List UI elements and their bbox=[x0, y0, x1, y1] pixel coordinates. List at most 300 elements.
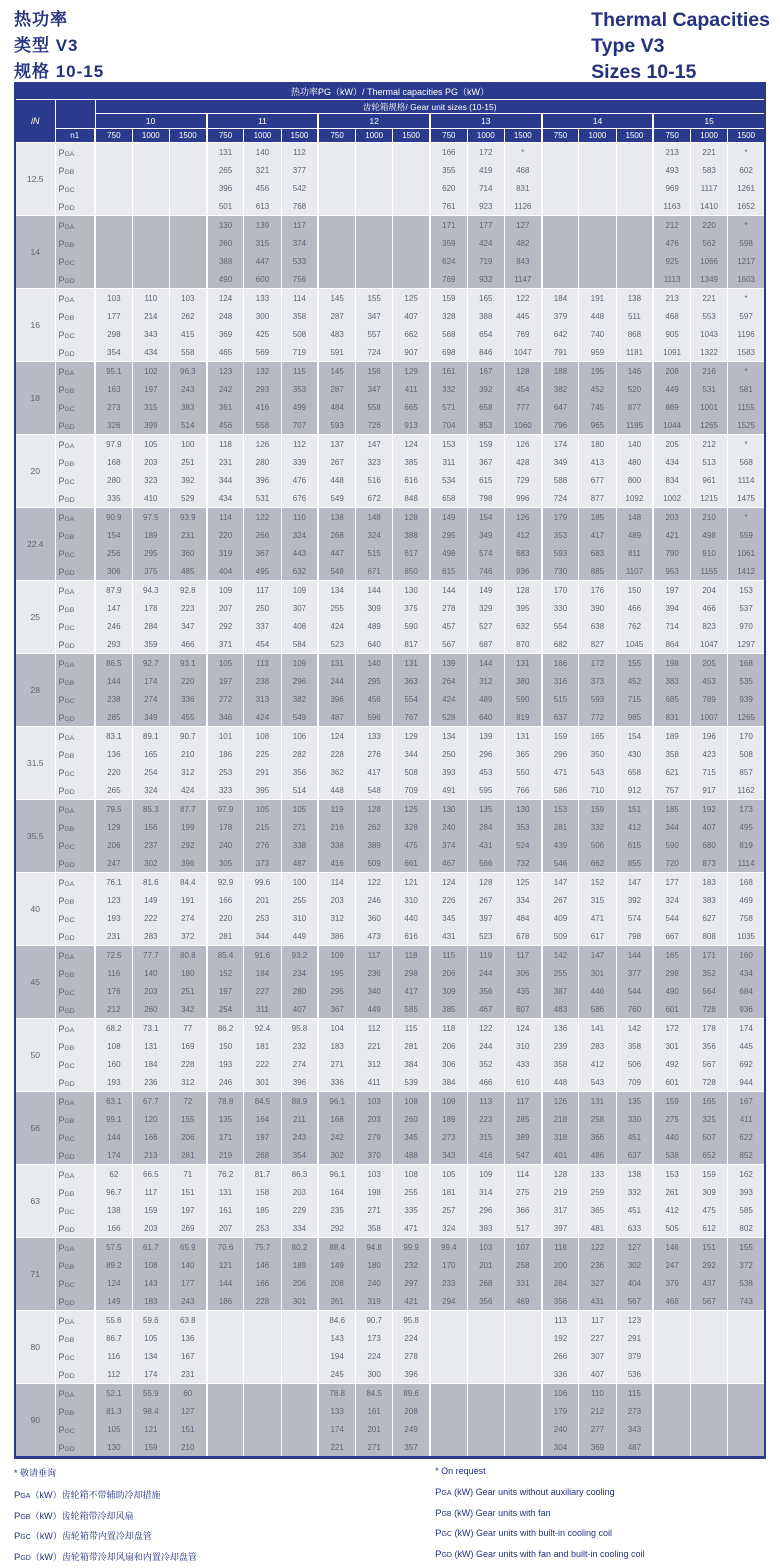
value-cell: 1475 bbox=[728, 489, 765, 508]
value-cell: 416 bbox=[318, 854, 355, 873]
value-cell: 109 bbox=[318, 946, 355, 965]
value-cell: 177 bbox=[467, 216, 504, 235]
value-cell: 233 bbox=[430, 1274, 467, 1292]
value-cell: 282 bbox=[281, 745, 318, 763]
value-cell: 363 bbox=[393, 672, 430, 690]
pg-row-label: PGD bbox=[55, 1219, 95, 1238]
value-cell: 448 bbox=[318, 781, 355, 800]
value-cell: 52.1 bbox=[95, 1384, 132, 1403]
value-cell bbox=[691, 1365, 728, 1384]
value-cell: 173 bbox=[356, 1329, 393, 1347]
value-cell bbox=[616, 252, 653, 270]
value-cell bbox=[430, 1329, 467, 1347]
ratio-value: 80 bbox=[15, 1311, 55, 1384]
value-cell bbox=[132, 234, 169, 252]
value-cell: 996 bbox=[504, 489, 541, 508]
value-cell: 125 bbox=[504, 873, 541, 892]
value-cell: 326 bbox=[95, 416, 132, 435]
value-cell: 310 bbox=[504, 1037, 541, 1055]
value-cell: 170 bbox=[542, 581, 579, 600]
value-cell: 367 bbox=[467, 453, 504, 471]
table-row bbox=[15, 1201, 765, 1219]
value-cell: 569 bbox=[244, 343, 281, 362]
value-cell: 1007 bbox=[691, 708, 728, 727]
value-cell: 155 bbox=[616, 654, 653, 673]
value-cell: 423 bbox=[691, 745, 728, 763]
value-cell: 186 bbox=[207, 1292, 244, 1311]
value-cell: 128 bbox=[504, 362, 541, 381]
value-cell: 63.1 bbox=[95, 1092, 132, 1111]
pg-row-label: PGD bbox=[55, 1365, 95, 1384]
value-cell: 323 bbox=[356, 453, 393, 471]
value-cell: 615 bbox=[616, 836, 653, 854]
value-cell: 134 bbox=[132, 1347, 169, 1365]
pg-row-label: PGD bbox=[55, 635, 95, 654]
value-cell: 130 bbox=[393, 581, 430, 600]
value-cell: 394 bbox=[653, 599, 690, 617]
value-cell bbox=[318, 143, 355, 162]
value-cell: 127 bbox=[616, 1238, 653, 1257]
value-cell bbox=[616, 143, 653, 162]
value-cell: 136 bbox=[542, 1019, 579, 1038]
value-cell: 1107 bbox=[616, 562, 653, 581]
table-main-header: 热功率PG（kW）/ Thermal capacities PG（kW） bbox=[15, 83, 765, 100]
value-cell: 590 bbox=[504, 690, 541, 708]
value-cell: 89.2 bbox=[95, 1256, 132, 1274]
speed-header: 1500 bbox=[169, 129, 206, 143]
value-cell: 153 bbox=[728, 581, 765, 600]
value-cell: 624 bbox=[430, 252, 467, 270]
value-cell: 367 bbox=[318, 1000, 355, 1019]
value-cell: 756 bbox=[281, 270, 318, 289]
value-cell: 86.2 bbox=[207, 1019, 244, 1038]
speed-header: 1500 bbox=[393, 129, 430, 143]
pg-label: PGB bbox=[14, 1507, 30, 1528]
value-cell: 585 bbox=[728, 1201, 765, 1219]
value-cell: 103 bbox=[169, 289, 206, 308]
pg-row-label: PGA bbox=[55, 1165, 95, 1184]
value-cell: 84.5 bbox=[356, 1384, 393, 1403]
value-cell: 100 bbox=[169, 435, 206, 454]
footnotes-chinese bbox=[14, 1466, 435, 1568]
pg-row-label: PGC bbox=[55, 544, 95, 562]
value-cell: 407 bbox=[281, 1000, 318, 1019]
value-cell: 330 bbox=[542, 599, 579, 617]
value-cell: 243 bbox=[169, 380, 206, 398]
value-cell: 455 bbox=[169, 708, 206, 727]
value-cell: 66.5 bbox=[132, 1165, 169, 1184]
value-cell: 831 bbox=[653, 708, 690, 727]
title-zh-line2: 类型 V3 bbox=[14, 33, 104, 59]
legend-text: (kW) Gear units without auxiliary cooling bbox=[454, 1487, 615, 1497]
table-row bbox=[15, 489, 765, 508]
value-cell: 332 bbox=[579, 818, 616, 836]
title-zh-line3: 规格 10-15 bbox=[14, 59, 104, 85]
value-cell: 177 bbox=[169, 1274, 206, 1292]
value-cell: 261 bbox=[653, 1183, 690, 1201]
value-cell: 191 bbox=[579, 289, 616, 308]
value-cell: 726 bbox=[356, 416, 393, 435]
value-cell: 235 bbox=[318, 1201, 355, 1219]
value-cell: 676 bbox=[281, 489, 318, 508]
value-cell: 105 bbox=[244, 800, 281, 819]
value-cell: 96.1 bbox=[318, 1165, 355, 1184]
value-cell: 1044 bbox=[653, 416, 690, 435]
value-cell: 81.3 bbox=[95, 1402, 132, 1420]
pg-label: PGA bbox=[435, 1483, 451, 1504]
value-cell: 220 bbox=[691, 216, 728, 235]
value-cell: 129 bbox=[393, 727, 430, 746]
value-cell: 172 bbox=[653, 1019, 690, 1038]
value-cell: 215 bbox=[244, 818, 281, 836]
value-cell: 448 bbox=[579, 307, 616, 325]
table-row bbox=[15, 1219, 765, 1238]
value-cell bbox=[169, 197, 206, 216]
value-cell: 244 bbox=[467, 1037, 504, 1055]
value-cell: 309 bbox=[356, 599, 393, 617]
value-cell: 377 bbox=[616, 964, 653, 982]
value-cell: 280 bbox=[244, 453, 281, 471]
table-row bbox=[15, 1438, 765, 1458]
value-cell bbox=[318, 252, 355, 270]
value-cell: 817 bbox=[393, 635, 430, 654]
value-cell: 135 bbox=[467, 800, 504, 819]
value-cell: 558 bbox=[169, 343, 206, 362]
value-cell: 261 bbox=[318, 1292, 355, 1311]
value-cell: 151 bbox=[169, 1420, 206, 1438]
table-row bbox=[15, 599, 765, 617]
value-cell: 147 bbox=[616, 873, 653, 892]
value-cell: 489 bbox=[356, 617, 393, 635]
value-cell: 468 bbox=[653, 307, 690, 325]
value-cell: 159 bbox=[430, 289, 467, 308]
value-cell: 102 bbox=[132, 362, 169, 381]
on-request-note-zh: * 敬请垂询 bbox=[14, 1466, 435, 1479]
value-cell: 310 bbox=[393, 891, 430, 909]
value-cell: 108 bbox=[393, 1165, 430, 1184]
value-cell: 638 bbox=[579, 617, 616, 635]
value-cell: 259 bbox=[579, 1183, 616, 1201]
size-header: 12 bbox=[318, 114, 430, 129]
value-cell: 213 bbox=[653, 289, 690, 308]
value-cell: 255 bbox=[281, 891, 318, 909]
value-cell: 159 bbox=[542, 727, 579, 746]
value-cell: 509 bbox=[356, 854, 393, 873]
value-cell: 121 bbox=[207, 1256, 244, 1274]
value-cell: 139 bbox=[467, 727, 504, 746]
value-cell: 501 bbox=[207, 197, 244, 216]
value-cell: 595 bbox=[467, 781, 504, 800]
value-cell bbox=[132, 197, 169, 216]
value-cell bbox=[356, 216, 393, 235]
value-cell: 106 bbox=[281, 727, 318, 746]
value-cell: 843 bbox=[504, 252, 541, 270]
value-cell: 568 bbox=[728, 453, 765, 471]
value-cell: 243 bbox=[281, 1128, 318, 1146]
value-cell: 130 bbox=[207, 216, 244, 235]
value-cell: 115 bbox=[281, 362, 318, 381]
value-cell: 193 bbox=[95, 1073, 132, 1092]
value-cell: 138 bbox=[95, 1201, 132, 1219]
value-cell: 131 bbox=[393, 654, 430, 673]
value-cell: 168 bbox=[95, 453, 132, 471]
value-cell: 356 bbox=[467, 1292, 504, 1311]
value-cell: 62 bbox=[95, 1165, 132, 1184]
value-cell: 819 bbox=[728, 836, 765, 854]
value-cell: 255 bbox=[318, 599, 355, 617]
value-cell bbox=[393, 252, 430, 270]
value-cell: 198 bbox=[653, 654, 690, 673]
value-cell: 407 bbox=[393, 307, 430, 325]
value-cell: 72.5 bbox=[95, 946, 132, 965]
value-cell: 498 bbox=[691, 526, 728, 544]
value-cell: 885 bbox=[579, 562, 616, 581]
value-cell: 268 bbox=[244, 1146, 281, 1165]
value-cell: 109 bbox=[281, 654, 318, 673]
value-cell: 424 bbox=[430, 690, 467, 708]
value-cell: 246 bbox=[356, 891, 393, 909]
value-cell: 114 bbox=[207, 508, 244, 527]
value-cell: 97.9 bbox=[95, 435, 132, 454]
value-cell bbox=[691, 1329, 728, 1347]
value-cell: 128 bbox=[467, 873, 504, 892]
value-cell: 300 bbox=[356, 1365, 393, 1384]
value-cell: 324 bbox=[132, 781, 169, 800]
value-cell: 239 bbox=[542, 1037, 579, 1055]
value-cell: 144 bbox=[430, 581, 467, 600]
value-cell: 466 bbox=[169, 635, 206, 654]
speed-header: 750 bbox=[430, 129, 467, 143]
value-cell: 616 bbox=[393, 471, 430, 489]
value-cell: 412 bbox=[579, 1055, 616, 1073]
value-cell: 591 bbox=[318, 343, 355, 362]
value-cell: 273 bbox=[430, 1128, 467, 1146]
value-cell: 284 bbox=[542, 1274, 579, 1292]
value-cell: 615 bbox=[467, 471, 504, 489]
value-cell: 208 bbox=[653, 362, 690, 381]
ratio-value: 20 bbox=[15, 435, 55, 508]
value-cell: 159 bbox=[653, 1092, 690, 1111]
value-cell: 424 bbox=[318, 617, 355, 635]
value-cell: 281 bbox=[542, 818, 579, 836]
value-cell: 87.7 bbox=[169, 800, 206, 819]
legend-pga-zh bbox=[14, 1486, 435, 1507]
value-cell bbox=[95, 252, 132, 270]
pg-row-label: PGA bbox=[55, 1384, 95, 1403]
value-cell bbox=[504, 1311, 541, 1330]
value-cell bbox=[95, 161, 132, 179]
value-cell bbox=[318, 179, 355, 197]
value-cell: 296 bbox=[467, 1201, 504, 1219]
value-cell: 476 bbox=[653, 234, 690, 252]
value-cell bbox=[542, 197, 579, 216]
value-cell: 244 bbox=[467, 964, 504, 982]
value-cell: 324 bbox=[653, 891, 690, 909]
value-cell: 373 bbox=[579, 672, 616, 690]
value-cell: 126 bbox=[542, 1092, 579, 1111]
value-cell: 127 bbox=[504, 216, 541, 235]
value-cell: 724 bbox=[356, 343, 393, 362]
value-cell: 144 bbox=[95, 672, 132, 690]
value-cell: 356 bbox=[691, 1037, 728, 1055]
value-cell: 204 bbox=[691, 581, 728, 600]
value-cell: 424 bbox=[244, 708, 281, 727]
value-cell: 152 bbox=[207, 964, 244, 982]
pg-row-label: PGB bbox=[55, 1110, 95, 1128]
value-cell: 535 bbox=[728, 672, 765, 690]
value-cell: 480 bbox=[616, 453, 653, 471]
value-cell: 225 bbox=[244, 745, 281, 763]
pg-row-label: PGB bbox=[55, 307, 95, 325]
value-cell: 677 bbox=[579, 471, 616, 489]
value-cell: 658 bbox=[616, 763, 653, 781]
value-cell: 171 bbox=[430, 216, 467, 235]
value-cell: 412 bbox=[504, 526, 541, 544]
pg-row-label: PGC bbox=[55, 617, 95, 635]
table-row bbox=[15, 252, 765, 270]
value-cell: 453 bbox=[691, 672, 728, 690]
value-cell: 315 bbox=[244, 234, 281, 252]
value-cell: 443 bbox=[281, 544, 318, 562]
value-cell: 75.7 bbox=[244, 1238, 281, 1257]
pg-row-label: PGA bbox=[55, 1311, 95, 1330]
value-cell: 471 bbox=[542, 763, 579, 781]
value-cell: 617 bbox=[579, 927, 616, 946]
value-cell bbox=[728, 1402, 765, 1420]
value-cell: 206 bbox=[169, 1128, 206, 1146]
value-cell bbox=[281, 1402, 318, 1420]
value-cell: 743 bbox=[728, 1292, 765, 1311]
value-cell: 176 bbox=[95, 982, 132, 1000]
value-cell: 160 bbox=[728, 946, 765, 965]
value-cell: 128 bbox=[504, 581, 541, 600]
value-cell: 92.7 bbox=[132, 654, 169, 673]
value-cell: 92.8 bbox=[169, 581, 206, 600]
value-cell bbox=[430, 1311, 467, 1330]
value-cell: 119 bbox=[467, 946, 504, 965]
value-cell: 203 bbox=[132, 1219, 169, 1238]
pg-label: PGD bbox=[14, 1548, 31, 1568]
value-cell: 334 bbox=[504, 891, 541, 909]
value-cell: 596 bbox=[356, 708, 393, 727]
value-cell: 362 bbox=[318, 763, 355, 781]
value-cell: 255 bbox=[542, 964, 579, 982]
value-cell: 285 bbox=[504, 1110, 541, 1128]
value-cell: 1047 bbox=[504, 343, 541, 362]
table-row bbox=[15, 1329, 765, 1347]
value-cell bbox=[169, 234, 206, 252]
value-cell: 342 bbox=[169, 1000, 206, 1019]
value-cell: 343 bbox=[132, 325, 169, 343]
value-cell: 250 bbox=[430, 745, 467, 763]
value-cell: 332 bbox=[616, 1183, 653, 1201]
value-cell: 434 bbox=[653, 453, 690, 471]
value-cell: 1147 bbox=[504, 270, 541, 289]
value-cell: 298 bbox=[95, 325, 132, 343]
value-cell bbox=[356, 179, 393, 197]
value-cell: 140 bbox=[132, 964, 169, 982]
value-cell: 819 bbox=[504, 708, 541, 727]
value-cell: 1001 bbox=[691, 398, 728, 416]
value-cell: 189 bbox=[281, 1256, 318, 1274]
value-cell bbox=[95, 143, 132, 162]
value-cell: 375 bbox=[132, 562, 169, 581]
value-cell: 319 bbox=[207, 544, 244, 562]
value-cell bbox=[653, 1438, 690, 1458]
value-cell bbox=[467, 1347, 504, 1365]
value-cell: 266 bbox=[244, 526, 281, 544]
value-cell: 106 bbox=[542, 1384, 579, 1403]
value-cell: 164 bbox=[318, 1183, 355, 1201]
value-cell bbox=[728, 1347, 765, 1365]
value-cell bbox=[95, 270, 132, 289]
value-cell: 197 bbox=[244, 1128, 281, 1146]
value-cell: 724 bbox=[542, 489, 579, 508]
value-cell: 116 bbox=[95, 964, 132, 982]
value-cell: 196 bbox=[691, 727, 728, 746]
value-cell: 174 bbox=[728, 1019, 765, 1038]
value-cell: 163 bbox=[95, 380, 132, 398]
thermal-capacities-table bbox=[14, 82, 766, 1459]
value-cell: 344 bbox=[393, 745, 430, 763]
value-cell bbox=[393, 234, 430, 252]
value-cell: 124 bbox=[318, 727, 355, 746]
value-cell: 469 bbox=[728, 891, 765, 909]
value-cell: 164 bbox=[244, 1110, 281, 1128]
value-cell: 132 bbox=[244, 362, 281, 381]
value-cell: 584 bbox=[281, 635, 318, 654]
value-cell: 483 bbox=[318, 325, 355, 343]
value-cell bbox=[467, 1402, 504, 1420]
value-cell: 103 bbox=[95, 289, 132, 308]
value-cell: 147 bbox=[579, 946, 616, 965]
value-cell: 437 bbox=[691, 1274, 728, 1292]
value-cell: 240 bbox=[430, 818, 467, 836]
value-cell bbox=[504, 1384, 541, 1403]
ratio-value: 28 bbox=[15, 654, 55, 727]
value-cell: 237 bbox=[132, 836, 169, 854]
value-cell: 197 bbox=[653, 581, 690, 600]
value-cell: 448 bbox=[318, 471, 355, 489]
value-cell: 205 bbox=[653, 435, 690, 454]
value-cell: * bbox=[728, 143, 765, 162]
value-cell: 197 bbox=[207, 672, 244, 690]
value-cell: 61.7 bbox=[132, 1238, 169, 1257]
value-cell: 159 bbox=[691, 1165, 728, 1184]
value-cell: 271 bbox=[281, 818, 318, 836]
value-cell: 84.4 bbox=[169, 873, 206, 892]
value-cell bbox=[207, 1365, 244, 1384]
value-cell: 216 bbox=[318, 818, 355, 836]
value-cell: 433 bbox=[504, 1055, 541, 1073]
value-cell: 197 bbox=[169, 1201, 206, 1219]
value-cell: 499 bbox=[281, 398, 318, 416]
value-cell: 1066 bbox=[691, 252, 728, 270]
value-cell: 336 bbox=[318, 1073, 355, 1092]
value-cell: 262 bbox=[169, 307, 206, 325]
value-cell: 219 bbox=[542, 1183, 579, 1201]
value-cell: 633 bbox=[616, 1219, 653, 1238]
value-cell: 745 bbox=[579, 398, 616, 416]
value-cell: 404 bbox=[616, 1274, 653, 1292]
value-cell: 265 bbox=[207, 161, 244, 179]
value-cell: 95.8 bbox=[281, 1019, 318, 1038]
value-cell bbox=[132, 161, 169, 179]
value-cell: 434 bbox=[207, 489, 244, 508]
value-cell: 166 bbox=[430, 143, 467, 162]
value-cell bbox=[132, 216, 169, 235]
value-cell: 647 bbox=[542, 398, 579, 416]
